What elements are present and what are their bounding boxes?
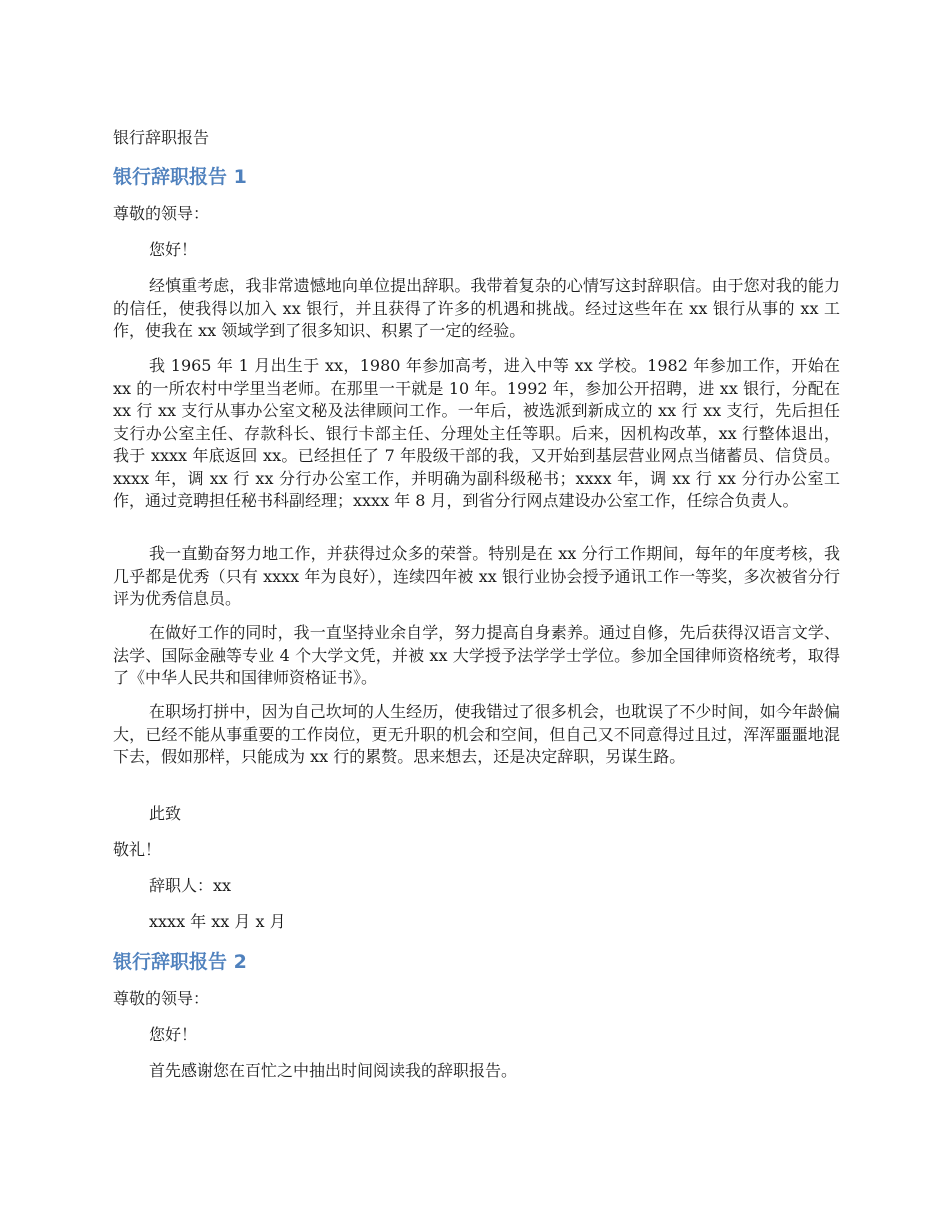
greeting-2: 您好！ bbox=[149, 1025, 198, 1044]
section-heading-2: 银行辞职报告 2 bbox=[113, 951, 247, 973]
body-paragraph-1-2: 我 1965 年 1 月出生于 xx，1980 年参加高考，进入中等 xx 学校。1982 年参加工作，开始在 xx 的一所农村中学里当老师。在那里一干就是 10 年。1992 年，参加公开招聘，进 xx 银行，分配在 xx 行 xx 支行从事办公室文秘及法律顾问工作。一年后，被选派到新成立的 xx 行 xx 支行，先后担任支行办公室主任、存款科长、银行卡部主任、分理处主任等职。后来，因机构改革，xx 行整体退出，我于 xxxx 年底返回 xx。已经担任了 7 年股级干部的我，又开始到基层营业网点当储蓄员、信贷员。xxxx 年，调 xx 行 xx 分行办公室工作，并明确为副科级秘书；xxxx 年，调 xx 行 xx 分行办公室工作，通过竞聘担任秘书科副经理；xxxx 年 8 月，到省分行网点建设办公室工作，任综合负责人。 bbox=[113, 356, 840, 510]
signature-line: 辞职人：xx bbox=[149, 876, 232, 895]
salutation-2: 尊敬的领导： bbox=[113, 989, 210, 1008]
regards-phrase: 敬礼！ bbox=[113, 840, 162, 859]
body-paragraph-1-1: 经慎重考虑，我非常遗憾地向单位提出辞职。我带着复杂的心情写这封辞职信。由于您对我的能力的信任，使我得以加入 xx 银行，并且获得了许多的机遇和挑战。经过这些年在 xx 银行从事的 xx 工作，使我在 xx 领域学到了很多知识、积累了一定的经验。 bbox=[113, 276, 840, 340]
closing-phrase: 此致 bbox=[149, 804, 182, 823]
body-paragraph-1-3: 我一直勤奋努力地工作，并获得过众多的荣誉。特别是在 xx 分行工作期间，每年的年度考核，我几乎都是优秀（只有 xxxx 年为良好），连续四年被 xx 银行业协会授予通讯工作一等奖，多次被省分行评为优秀信息员。 bbox=[113, 544, 840, 608]
body-paragraph-1-5: 在职场打拼中，因为自己坎坷的人生经历，使我错过了很多机会，也耽误了不少时间，如今年龄偏大，已经不能从事重要的工作岗位，更无升职的机会和空间，但自己又不同意得过且过，浑浑噩噩地混下去，假如那样，只能成为 xx 行的累赘。思来想去，还是决定辞职，另谋生路。 bbox=[113, 702, 840, 766]
body-paragraph-2-1: 首先感谢您在百忙之中抽出时间阅读我的辞职报告。 bbox=[149, 1061, 518, 1080]
body-paragraph-1-4: 在做好工作的同时，我一直坚持业余自学，努力提高自身素养。通过自修，先后获得汉语言文学、法学、国际金融等专业 4 个大学文凭，并被 xx 大学授予法学学士学位。参加全国律师资格统考，取得了《中华人民共和国律师资格证书》。 bbox=[113, 623, 840, 687]
greeting-1: 您好！ bbox=[149, 240, 198, 259]
section-heading-1: 银行辞职报告 1 bbox=[113, 166, 247, 188]
document-title: 银行辞职报告 bbox=[113, 128, 210, 147]
date-line: xxxx 年 xx 月 x 月 bbox=[149, 912, 286, 931]
salutation-1: 尊敬的领导： bbox=[113, 204, 210, 223]
